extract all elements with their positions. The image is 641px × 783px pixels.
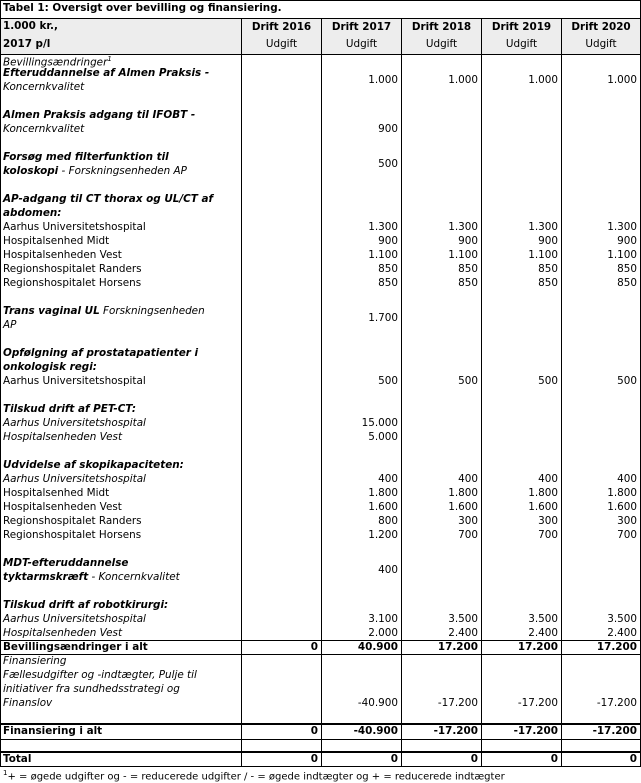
value-cell: 300 bbox=[538, 515, 558, 527]
group-pet-ct: Tilskud drift af PET-CT: bbox=[3, 403, 137, 415]
value-cell: 1.300 bbox=[528, 221, 558, 233]
value-cell: 850 bbox=[378, 263, 398, 275]
rule-left bbox=[0, 0, 1, 767]
value-cell: 500 bbox=[617, 375, 637, 387]
value-cell: 1.100 bbox=[448, 249, 478, 261]
value-cell: 1.000 bbox=[528, 74, 558, 86]
value-cell: 1.800 bbox=[368, 487, 398, 499]
row-label: Hospitalsenhed Midt bbox=[3, 235, 110, 247]
value-cell: 300 bbox=[458, 515, 478, 527]
value-cell: 1.600 bbox=[448, 501, 478, 513]
value-cell: 800 bbox=[378, 515, 398, 527]
row-label: Hospitalsenheden Vest bbox=[3, 501, 122, 513]
col-header-2017: Drift 2017 bbox=[331, 21, 392, 33]
col-divider bbox=[401, 18, 402, 767]
value-cell: 0 bbox=[629, 753, 637, 765]
value-cell: 900 bbox=[378, 123, 398, 135]
value-cell: 1.300 bbox=[368, 221, 398, 233]
financing-label: Finansiering bbox=[3, 655, 67, 667]
value-cell: 850 bbox=[458, 277, 478, 289]
group-mdt-line2: tyktarmskræft - Koncernkvalitet bbox=[3, 571, 180, 583]
value-cell: -17.200 bbox=[433, 725, 478, 737]
col-subheader-2020: Udgift bbox=[585, 38, 617, 50]
group-filter-line2: koloskopi - Forskningsenheden AP bbox=[3, 165, 187, 177]
value-cell: -40.900 bbox=[353, 725, 398, 737]
col-header-2016: Drift 2016 bbox=[251, 21, 312, 33]
group-efteruddannelse-subtitle: Koncernkvalitet bbox=[3, 81, 85, 93]
col-subheader-2018: Udgift bbox=[425, 38, 458, 50]
value-cell: 15.000 bbox=[361, 417, 398, 429]
value-cell: 0 bbox=[390, 753, 398, 765]
value-cell: 500 bbox=[538, 375, 558, 387]
row-label: Regionshospitalet Randers bbox=[3, 515, 142, 527]
value-cell: 3.500 bbox=[528, 613, 558, 625]
value-cell: 400 bbox=[378, 473, 398, 485]
table-title: Tabel 1: Oversigt over bevilling og finansiering. bbox=[3, 2, 282, 14]
value-cell: 500 bbox=[378, 375, 398, 387]
value-cell: 40.900 bbox=[357, 641, 398, 653]
row-label: Hospitalsenhed Midt bbox=[3, 487, 110, 499]
group-ct-thorax: AP-adgang til CT thorax og UL/CT af bbox=[3, 193, 214, 205]
group-robot: Tilskud drift af robotkirurgi: bbox=[3, 599, 169, 611]
value-cell: 2.000 bbox=[368, 627, 398, 639]
value-cell: 1.800 bbox=[448, 487, 478, 499]
row-label: Aarhus Universitetshospital bbox=[3, 473, 146, 485]
value-cell: 850 bbox=[617, 277, 637, 289]
value-cell: 0 bbox=[310, 641, 318, 653]
col-divider bbox=[241, 18, 242, 767]
value-cell: 850 bbox=[538, 277, 558, 289]
grand-total-label: Total bbox=[3, 753, 32, 765]
value-cell: 17.200 bbox=[437, 641, 478, 653]
value-cell: 1.600 bbox=[607, 501, 637, 513]
value-cell: 1.800 bbox=[607, 487, 637, 499]
row-label: Aarhus Universitetshospital bbox=[3, 417, 146, 429]
value-cell: 900 bbox=[617, 235, 637, 247]
value-cell: -17.200 bbox=[513, 725, 558, 737]
value-cell: 2.400 bbox=[607, 627, 637, 639]
col-subheader-2017: Udgift bbox=[345, 38, 378, 50]
value-cell: 850 bbox=[617, 263, 637, 275]
value-cell: 0 bbox=[310, 753, 318, 765]
value-cell: 400 bbox=[378, 564, 398, 576]
value-cell: 1.100 bbox=[607, 249, 637, 261]
financing-line1: Fællesudgifter og -indtægter, Pulje til bbox=[3, 669, 197, 681]
value-cell: 17.200 bbox=[517, 641, 558, 653]
value-cell: 1.000 bbox=[448, 74, 478, 86]
rule-top bbox=[0, 0, 641, 1]
value-cell: 900 bbox=[538, 235, 558, 247]
row-label: Regionshospitalet Horsens bbox=[3, 529, 142, 541]
financing-line3: Finanslov bbox=[3, 697, 53, 709]
value-cell: 700 bbox=[458, 529, 478, 541]
group-filter: Forsøg med filterfunktion til bbox=[3, 151, 169, 163]
row-label: Regionshospitalet Horsens bbox=[3, 277, 142, 289]
value-cell: 2.400 bbox=[528, 627, 558, 639]
value-cell: 1.600 bbox=[368, 501, 398, 513]
value-cell: 700 bbox=[538, 529, 558, 541]
value-cell: -17.200 bbox=[592, 725, 637, 737]
value-cell: 1.200 bbox=[368, 529, 398, 541]
financing-line2: initiativer fra sundhedsstrategi og bbox=[3, 683, 180, 695]
value-cell: 1.300 bbox=[448, 221, 478, 233]
financing-total-label: Finansiering i alt bbox=[3, 725, 103, 737]
col-header-2018: Drift 2018 bbox=[411, 21, 472, 33]
footnote: $^1$+ = øgede udgifter og - = reducerede udgifter / - = øgede indtægter og + = reducerede indtægter bbox=[3, 769, 505, 783]
value-cell: 5.000 bbox=[368, 431, 398, 443]
group-ifobt: Almen Praksis adgang til IFOBT - bbox=[3, 109, 196, 121]
value-cell: 17.200 bbox=[596, 641, 637, 653]
value-cell: 400 bbox=[458, 473, 478, 485]
col-subheader-2019: Udgift bbox=[505, 38, 538, 50]
value-cell: 0 bbox=[310, 725, 318, 737]
row-label: Aarhus Universitetshospital bbox=[3, 613, 146, 625]
section-label: Bevillingsændringer$^1$ bbox=[3, 55, 112, 69]
value-cell: 900 bbox=[458, 235, 478, 247]
row-label: Hospitalsenheden Vest bbox=[3, 249, 122, 261]
col-divider bbox=[481, 18, 482, 767]
col-subheader-2016: Udgift bbox=[265, 38, 298, 50]
group-mdt: MDT-efteruddannelse bbox=[3, 557, 129, 569]
unit-label-line1: 1.000 kr., bbox=[3, 20, 58, 32]
value-cell: 1.100 bbox=[528, 249, 558, 261]
group-ct-thorax-line2: abdomen: bbox=[3, 207, 62, 219]
value-cell: 850 bbox=[458, 263, 478, 275]
col-divider bbox=[321, 18, 322, 767]
value-cell: 500 bbox=[458, 375, 478, 387]
value-cell: 1.100 bbox=[368, 249, 398, 261]
group-ifobt-subtitle: Koncernkvalitet bbox=[3, 123, 85, 135]
group-skopi: Udvidelse af skopikapaciteten: bbox=[3, 459, 184, 471]
row-label: Aarhus Universitetshospital bbox=[3, 375, 146, 387]
col-header-2019: Drift 2019 bbox=[491, 21, 552, 33]
value-cell: -17.200 bbox=[437, 697, 478, 709]
row-label: Hospitalsenheden Vest bbox=[3, 431, 123, 443]
row-label: Hospitalsenheden Vest bbox=[3, 627, 123, 639]
value-cell: -17.200 bbox=[596, 697, 637, 709]
value-cell: 3.500 bbox=[607, 613, 637, 625]
value-cell: 1.300 bbox=[607, 221, 637, 233]
value-cell: 400 bbox=[538, 473, 558, 485]
value-cell: 0 bbox=[470, 753, 478, 765]
value-cell: 2.400 bbox=[448, 627, 478, 639]
value-cell: -40.900 bbox=[357, 697, 398, 709]
bevilling-total-label: Bevillingsændringer i alt bbox=[3, 641, 148, 653]
group-trans-vaginal-subtitle: AP bbox=[3, 319, 17, 331]
value-cell: 300 bbox=[617, 515, 637, 527]
value-cell: 3.500 bbox=[448, 613, 478, 625]
value-cell: 500 bbox=[378, 158, 398, 170]
value-cell: 1.700 bbox=[368, 312, 398, 324]
col-divider bbox=[561, 18, 562, 767]
value-cell: 900 bbox=[378, 235, 398, 247]
row-label: Aarhus Universitetshospital bbox=[3, 221, 146, 233]
unit-label-line2: 2017 p/l bbox=[3, 38, 51, 50]
value-cell: 700 bbox=[617, 529, 637, 541]
value-cell: 0 bbox=[550, 753, 558, 765]
row-label: Regionshospitalet Randers bbox=[3, 263, 142, 275]
value-cell: 1.600 bbox=[528, 501, 558, 513]
value-cell: 400 bbox=[617, 473, 637, 485]
group-prostata: Opfølgning af prostatapatienter i bbox=[3, 347, 199, 359]
value-cell: -17.200 bbox=[517, 697, 558, 709]
group-trans-vaginal: Trans vaginal UL Forskningsenheden bbox=[3, 305, 205, 317]
value-cell: 3.100 bbox=[368, 613, 398, 625]
value-cell: 850 bbox=[538, 263, 558, 275]
value-cell: 1.800 bbox=[528, 487, 558, 499]
value-cell: 1.000 bbox=[607, 74, 637, 86]
group-prostata-line2: onkologisk regi: bbox=[3, 361, 97, 373]
value-cell: 1.000 bbox=[368, 74, 398, 86]
value-cell: 850 bbox=[378, 277, 398, 289]
col-header-2020: Drift 2020 bbox=[571, 21, 631, 33]
group-efteruddannelse: Efteruddannelse af Almen Praksis - bbox=[3, 67, 210, 79]
